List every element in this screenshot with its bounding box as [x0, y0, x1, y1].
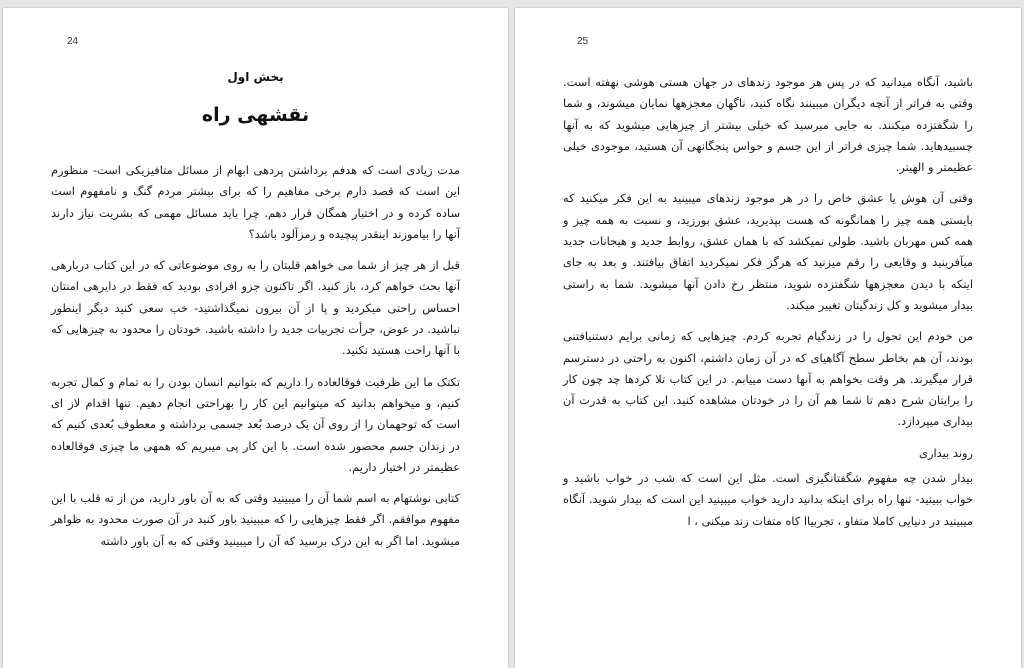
- paragraph: کتابی نوشتهام به اسم شما آن را میبینید وقتی که به آن باور دارید، من از ته قلب با این مفهوم موافقم. اگر فقط چیزهایی را که میبینید باور کنید در آن صورت محدود به ظواهر میشوید. اما اگر به این درک برسید که آن را میبینید وقتی که به آن باور داشته: [51, 491, 460, 548]
- paragraph: وقتی آن هوش یا عشق خاص را در هر موجود زندهای میبینید به این فکر میکنید که بایستی همه چیز را همانگونه که هست بپذیرید، عشق بورزید، و نسبت به همه چیز و همه کس مهربان باشید. طولی نمیکشد که با همان عشق، روابط جدید و هیجانات جدید میآفرینید و وقایعی را رقم میزنید که هرگز فکر نمیکردید اتفاق بیافتند. و بعد به جای اینکه با دیدن معجزهها شگفتزده شوید، منتظر رخ دادن آنها میشوید. شما به راستی بیدار میشوید و کل زندگیتان تغییر میکند.: [563, 191, 973, 312]
- chapter-title: نقشهی راه: [201, 104, 310, 126]
- paragraph: باشید، آنگاه میدانید که در پس هر موجود زندهای در جهان هستی هوشی نهفته است. وقتی به فراتر از آنچه دیگران میبینند نگاه کنید، ناگهان معجزهها نمایان میشوند، و شما را شگفتزده میکنند. به جایی میرسید که خیلی بیشتر از چیزهایی میشوید که به آنها چسبیدهاید. شما چیزی فراتر از این جسم و حواس پنجگانهی آن هستید، موجودی خیلی عظیمتر و الهیتر.: [563, 75, 973, 175]
- paragraph: قبل از هر چیز از شما می خواهم قلبتان را به روی موضوعاتی که در این کتاب دربارهی آنها بحث خواهم کرد، باز کنید. اگر تاکنون جزو افرادی بودید که فقط در دایرهی امنتان احساس راحتی میکردید و پا از آن بیرون نمیگذاشتید- خب سعی کنید دیگر اینطور نباشید. در عوض، جرأت تجربیات جدید را داشته باشید. خودتان را محدود به چیزهایی که با آنها راحت هستید نکنید.: [51, 258, 460, 358]
- page-number: 25: [577, 36, 589, 47]
- paragraph: تکتک ما این ظرفیت فوقالعاده را داریم که بتوانیم انسان بودن را به تمام و کمال تجربه کنیم، و میخواهم بدانید که میتوانیم این کار را بهراحتی انجام دهیم. تنها اقدام لاز ای است که توجهمان را از روی آن یک درصد بُعد جسمی برداشته و معطوف بُعدی کنیم که در زندان جسم محصور شده است. با این کار پی میبریم که همهی ما چیزی فوقالعاده عظیمتر در اختیار داریم.: [51, 374, 460, 474]
- right-page: [515, 8, 1021, 668]
- right-page-body: [563, 72, 973, 542]
- page-number: 24: [67, 36, 79, 47]
- paragraph: مدت زیادی است که هدفم برداشتن پردهی ابهام از مسائل متافیزیکی است- منظورم این است که قصد دارم برخی مفاهیم را که برای بیشتر مردم گنگ و نامفهوم است ساده کرده و در اختیار همگان قرار دهم. چرا باید مسائل مهمی که بشریت نیاز دارند آنها را بیاموزند اینقدر پیچیده و رمزآلود باشد؟: [51, 163, 460, 241]
- paragraph: من خودم این تحول را در زندگیام تجربه کردم. چیزهایی که زمانی برایم دستنیافتنی بودند، آن هم بخاطر سطح آگاهیای که در آن زمان داشتم، اکنون به راحتی در دسترسم قرار میگیرند. هر وقت بخواهم به آنها دست مییابم. در این کتاب تلا کردها چد چون کار را برایتان شرح دهم تا شما هم آن را در خودتان مشاهده کنید. این کتاب به قدرت آن بیداری میپردازد.: [563, 329, 973, 429]
- paragraph: بیدار شدن چه مفهوم شگفتانگیزی است. مثل این است که شب در خواب باشید و خواب ببینید- تنها راه برای اینکه بدانید دارید خواب میبینید این است که بیدار شوید. آنگاه میبینید در دنیایی کاملا متفاو ، تجربیاا کاه متفات زند میکنی ، ا: [563, 471, 973, 528]
- section-subheading: روند بیداری: [919, 445, 973, 460]
- left-page-body: [51, 160, 460, 562]
- section-label: بخش اول: [227, 70, 284, 84]
- left-page: [3, 8, 508, 668]
